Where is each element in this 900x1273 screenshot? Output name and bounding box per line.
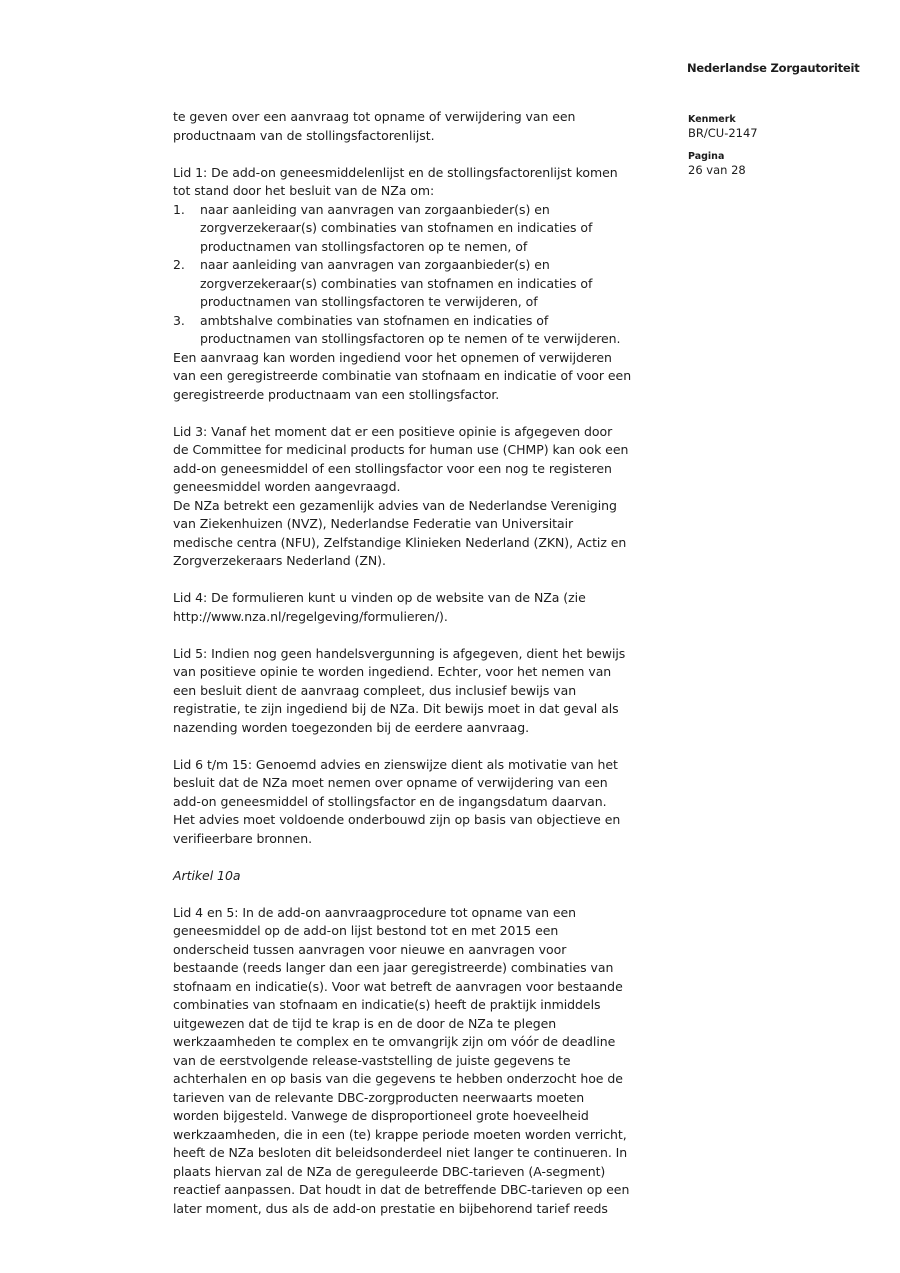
sidebar-meta — [688, 113, 758, 178]
pagina-label: Pagina — [688, 151, 725, 162]
list-item — [173, 256, 693, 312]
text-line: add-on geneesmiddel of stollingsfactor en de ingangsdatum daarvan. — [173, 793, 607, 809]
text-line: http://www.nza.nl/regelgeving/formulieren/). — [173, 608, 448, 624]
text-line: de Committee for medicinal products for human use (CHMP) kan ook een — [173, 442, 629, 457]
text-line: ambtshalve combinaties van stofnamen en indicaties of — [200, 312, 549, 328]
text-line: besluit dat de NZa moet nemen over opname of verwijdering van een — [173, 775, 608, 790]
pagina-value: 26 van 28 — [688, 163, 746, 177]
paragraph — [173, 904, 693, 1219]
text-line: werkzaamheden te complex en te omvangrijk zijn om vóór de deadline — [173, 1034, 616, 1049]
kenmerk-value: BR/CU-2147 — [688, 126, 758, 140]
text-line: registratie, te zijn ingediend bij de NZa. Dit bewijs moet in dat geval als — [173, 701, 619, 716]
text-line: naar aanleiding van aanvragen van zorgaanbieder(s) en — [200, 257, 550, 272]
text-line: stofnaam en indicatie(s). Voor wat betreft de aanvragen voor bestaande — [173, 978, 623, 994]
paragraph — [173, 645, 693, 738]
text-line: zorgverzekeraar(s) combinaties van stofnamen en indicaties of — [200, 220, 593, 235]
text-line: tarieven van de relevante DBC-zorgproducten neerwaarts moeten — [173, 1089, 585, 1105]
text-line: Het advies moet voldoende onderbouwd zijn op basis van objectieve en — [173, 812, 621, 827]
list-number: 1. — [173, 201, 185, 217]
text-line: naar aanleiding van aanvragen van zorgaanbieder(s) en — [200, 201, 550, 217]
text-line: Artikel 10a — [173, 867, 241, 883]
text-line: heeft de NZa besloten dit beleidsonderdeel niet langer te continueren. In — [173, 1145, 628, 1160]
text-line: uitgewezen dat de tijd te krap is en de door de NZa te plegen — [173, 1015, 557, 1031]
paragraph — [173, 108, 693, 145]
text-line: combinaties van stofnaam en indicatie(s) heeft de praktijk inmiddels — [173, 997, 601, 1012]
text-line: productnamen van stollingsfactoren op te nemen, of — [200, 238, 528, 254]
text-line: van Ziekenhuizen (NVZ), Nederlandse Federatie van Universitair — [173, 516, 574, 531]
text-line: geneesmiddel worden aangevraagd. — [173, 479, 401, 494]
text-line: een besluit dient de aanvraag compleet, dus inclusief bewijs van — [173, 682, 577, 698]
text-line: verifieerbare bronnen. — [173, 830, 312, 846]
text-line: nazending worden toegezonden bij de eerdere aanvraag. — [173, 719, 530, 735]
text-line: van de eerstvolgende release-vaststelling de juiste gegevens te — [173, 1052, 571, 1068]
text-line: onderscheid tussen aanvragen voor nieuwe en aanvragen voor — [173, 941, 567, 957]
text-line: bestaande (reeds langer dan een jaar geregistreerde) combinaties van — [173, 960, 614, 975]
text-line: productnamen van stollingsfactoren op te nemen of te verwijderen. — [200, 331, 621, 346]
list-number: 2. — [173, 257, 185, 272]
list-number: 3. — [173, 312, 185, 328]
list-item-text — [200, 256, 592, 312]
kenmerk-block — [688, 113, 758, 141]
paragraph — [173, 164, 693, 201]
text-line: Lid 4: De formulieren kunt u vinden op de website van de NZa (zie — [173, 590, 586, 605]
text-line: van positieve opinie te worden ingediend. Echter, voor het nemen van — [173, 664, 612, 679]
list-item-text — [200, 201, 592, 257]
text-line: reactief aanpassen. Dat houdt in dat de betreffende DBC-tarieven op een — [173, 1182, 630, 1197]
text-line: tot stand door het besluit van de NZa om: — [173, 183, 435, 198]
text-line: plaats hiervan zal de NZa de gereguleerde DBC-tarieven (A-segment) — [173, 1163, 606, 1179]
text-line: De NZa betrekt een gezamenlijk advies van de Nederlandse Vereniging — [173, 497, 617, 513]
text-line: Lid 5: Indien nog geen handelsvergunning is afgegeven, dient het bewijs — [173, 645, 626, 661]
text-line: later moment, dus als de add-on prestatie en bijbehorend tarief reeds — [173, 1200, 608, 1216]
text-line: productnamen van stollingsfactoren te verwijderen, of — [200, 294, 538, 309]
paragraph — [173, 423, 693, 571]
list-item-text — [200, 312, 620, 349]
text-line: van een geregistreerde combinatie van stofnaam en indicatie of voor een — [173, 368, 632, 383]
text-line: Lid 1: De add-on geneesmiddelenlijst en de stollingsfactorenlijst komen — [173, 164, 618, 180]
text-line: Lid 3: Vanaf het moment dat er een positieve opinie is afgegeven door — [173, 423, 613, 439]
text-line: geneesmiddel op de add-on lijst bestond tot en met 2015 een — [173, 923, 559, 938]
text-line: medische centra (NFU), Zelfstandige Klinieken Nederland (ZKN), Actiz en — [173, 534, 627, 550]
text-line: werkzaamheden, die in een (te) krappe periode moeten worden verricht, — [173, 1126, 627, 1142]
organization-name: Nederlandse Zorgautoriteit — [687, 61, 860, 75]
kenmerk-label: Kenmerk — [688, 114, 736, 125]
paragraph — [173, 867, 693, 886]
list-item — [173, 312, 693, 349]
text-line: Lid 6 t/m 15: Genoemd advies en zienswijze dient als motivatie van het — [173, 756, 618, 772]
text-line: Zorgverzekeraars Nederland (ZN). — [173, 553, 386, 568]
text-line: worden bijgesteld. Vanwege de disproportioneel grote hoeveelheid — [173, 1108, 589, 1123]
text-line: geregistreerde productnaam van een stollingsfactor. — [173, 386, 500, 402]
paragraph — [173, 756, 693, 849]
text-line: productnaam van de stollingsfactorenlijst. — [173, 127, 435, 143]
paragraph — [173, 589, 693, 626]
text-line: achterhalen en op basis van die gegevens te hebben onderzocht hoe de — [173, 1071, 623, 1086]
paragraph — [173, 349, 693, 405]
list-item — [173, 201, 693, 257]
text-line: Lid 4 en 5: In de add-on aanvraagprocedure tot opname van een — [173, 904, 577, 920]
pagina-block — [688, 150, 758, 178]
text-line: add-on geneesmiddel of een stollingsfactor voor een nog te registeren — [173, 460, 612, 476]
document-body — [173, 108, 693, 1218]
text-line: te geven over een aanvraag tot opname of verwijdering van een — [173, 109, 576, 124]
text-line: Een aanvraag kan worden ingediend voor het opnemen of verwijderen — [173, 349, 612, 365]
text-line: zorgverzekeraar(s) combinaties van stofnamen en indicaties of — [200, 275, 593, 291]
